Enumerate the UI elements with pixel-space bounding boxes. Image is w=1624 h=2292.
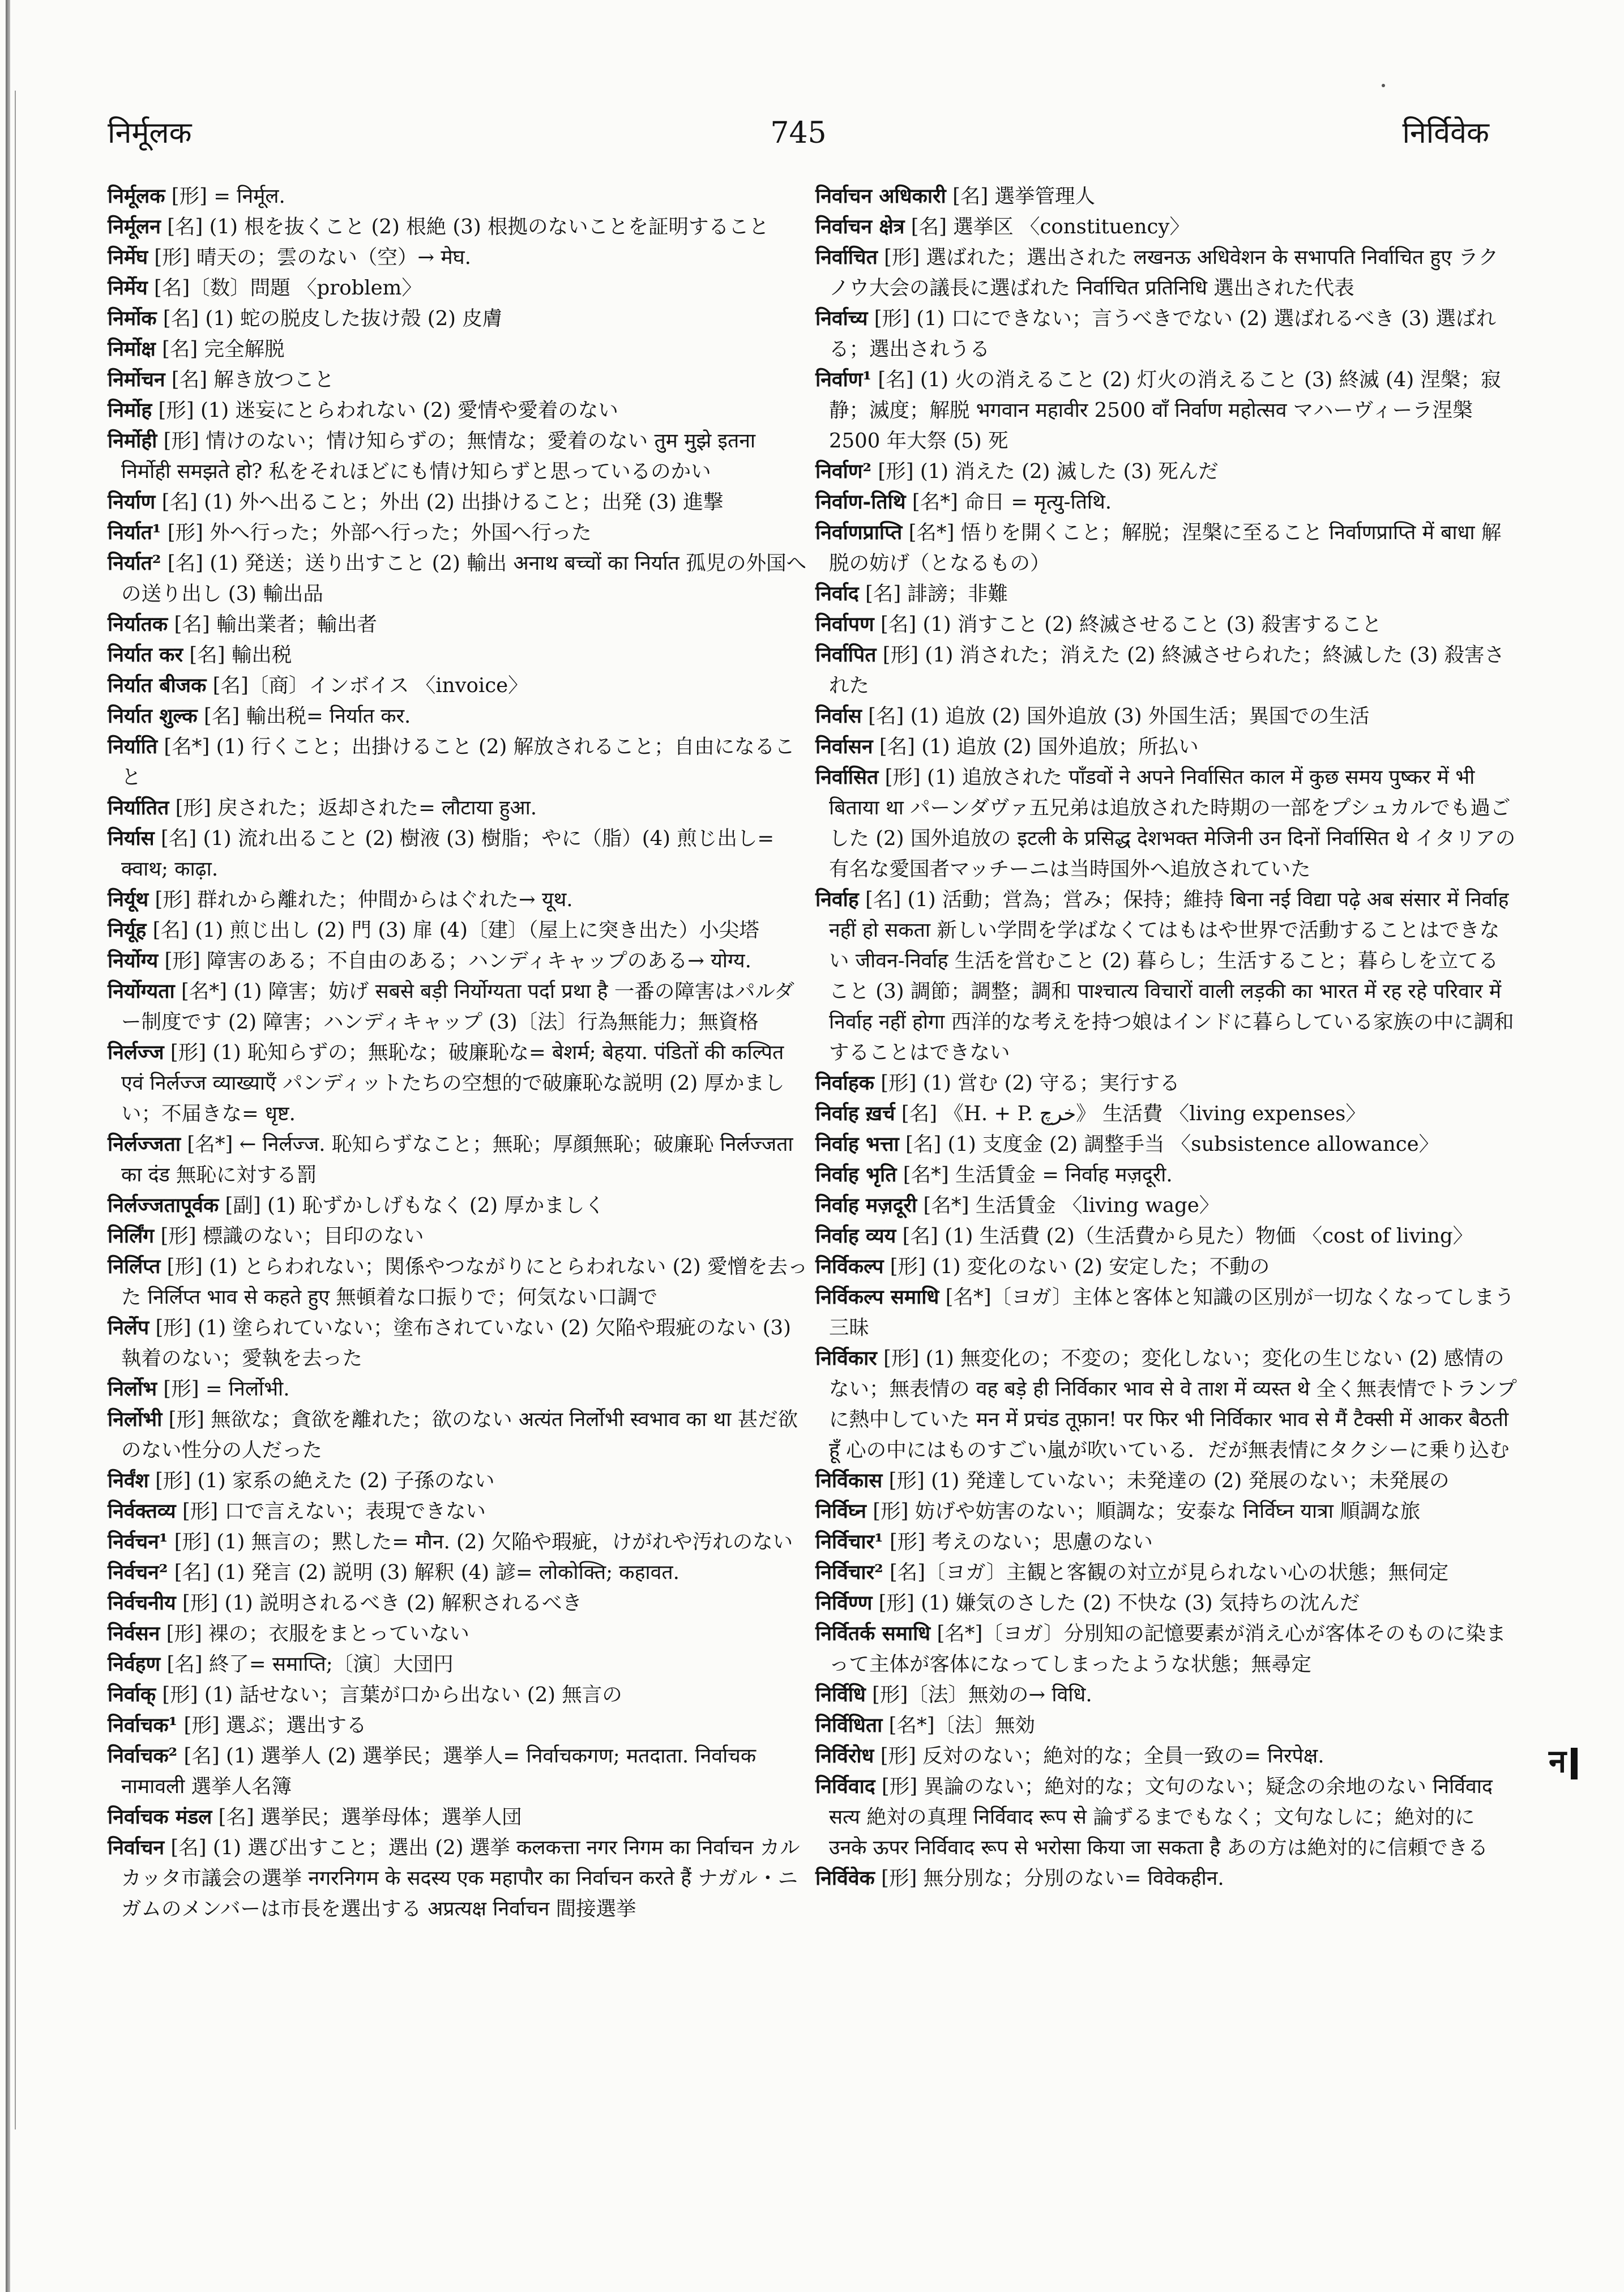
entry-definition: [形] (1) 口にできない；言うべきでない (2) 選ばれるべき (3) 選ばれる；選出されうる <box>829 307 1497 361</box>
dictionary-entry <box>815 456 1518 487</box>
entry-headword: निर्विघ्न <box>815 1500 866 1523</box>
entry-headword: निर्वाचक¹ <box>108 1714 178 1737</box>
entry-headword: निर्लज्जतापूर्वक <box>108 1194 219 1217</box>
entry-definition: [形] 外へ行った；外部へ行った；外国へ行った <box>167 521 592 544</box>
entry-definition: [形] 裸の；衣服をまとっていない <box>166 1622 469 1645</box>
entry-definition: [名] 選挙管理人 <box>952 185 1096 208</box>
entry-headword: निर्मेय <box>108 276 148 300</box>
dictionary-entry <box>108 671 810 701</box>
dictionary-entry <box>108 1190 810 1221</box>
entry-definition: [名] 選挙区 〈constituency〉 <box>911 215 1190 238</box>
entry-definition: [名*]〔ヨガ〕分別知の記憶要素が消え心が客体そのものに染まって主体が客体になってしまったような状態；無尋定 <box>829 1622 1506 1676</box>
entry-headword: निर्वाह <box>815 888 859 911</box>
entry-definition: [形]〔法〕無効の→ विधि. <box>872 1683 1092 1706</box>
entry-headword: निर्विकास <box>815 1469 883 1492</box>
entry-headword: निर्लिंग <box>108 1224 155 1248</box>
entry-definition: [名] (1) 選挙人 (2) 選挙民；選挙人= निर्वाचकगण; मतदाता. निर्वाचक नामावली 選挙人名簿 <box>121 1744 757 1798</box>
entry-headword: निर्यात बीजक <box>108 674 207 697</box>
entry-headword: निर्लिप्त <box>108 1255 161 1278</box>
entry-headword: निर्यातक <box>108 613 168 636</box>
entry-headword: निर्वाण¹ <box>815 368 872 391</box>
entry-headword: निर्वंश <box>108 1469 149 1492</box>
entry-definition: [形] (1) 恥知らずの；無恥な；破廉恥な= बेशर्म; बेहया. पंडितों की कल्पित एवं निर्लज्ज व्याख्याएँ パンディットたちの空想的で破廉恥な説明 (2) 厚かましい；不届きな= धृष्ट. <box>121 1041 785 1125</box>
entry-headword: निर्वचनीय <box>108 1591 176 1615</box>
entry-headword: निर्विधि <box>815 1683 866 1706</box>
dictionary-entry <box>815 1680 1518 1710</box>
dictionary-entry <box>108 548 810 609</box>
binding-shadow-line <box>15 91 16 2129</box>
entry-definition: [形] 戻された；返却された= लौटाया हुआ. <box>175 796 537 820</box>
entry-definition: [形] (1) 消えた (2) 滅した (3) 死んだ <box>878 460 1219 483</box>
entry-definition: [名] 終了= समाप्ति;〔演〕大団円 <box>166 1653 454 1676</box>
dictionary-entry <box>108 1680 810 1710</box>
entry-definition: [形] 障害のある；不自由のある；ハンディキャップのある→ योग्य. <box>164 949 751 972</box>
entry-headword: निर्योग्यता <box>108 980 175 1003</box>
entry-definition: [名*] (1) 行くこと；出掛けること (2) 解放されること；自由になること <box>121 735 795 789</box>
entry-definition: [名] 誹謗；非難 <box>865 582 1008 605</box>
entry-headword: निर्लोभ <box>108 1377 157 1401</box>
entry-headword: निर्विरोध <box>815 1744 874 1768</box>
entry-headword: निर्मूलन <box>108 215 161 238</box>
entry-headword: निर्लेप <box>108 1316 149 1339</box>
dictionary-entry <box>815 242 1518 304</box>
entry-headword: निर्वचन² <box>108 1561 168 1584</box>
dictionary-entry <box>108 1129 810 1190</box>
entry-definition: [名] (1) 蛇の脱皮した抜け殻 (2) 皮膚 <box>163 307 503 330</box>
dictionary-entry <box>108 365 810 395</box>
entry-headword: निर्मोही <box>108 429 157 453</box>
entry-definition: [名] (1) 根を抜くこと (2) 根絶 (3) 根拠のないことを証明すること <box>167 215 769 238</box>
dictionary-entry <box>815 518 1518 579</box>
dictionary-entry <box>815 1619 1518 1680</box>
dictionary-entry <box>815 1496 1518 1527</box>
entry-definition: [形] 反対のない；絶対的な；全員一致の= निरपेक्ष. <box>880 1744 1324 1768</box>
dictionary-entry <box>815 212 1518 242</box>
entry-headword: निर्विकल्प समाधि <box>815 1286 939 1309</box>
entry-definition: [形] 選ぶ；選出する <box>183 1714 367 1737</box>
dictionary-entry <box>815 701 1518 732</box>
dictionary-entry <box>815 1588 1518 1619</box>
entry-definition: [名] (1) 外へ出ること；外出 (2) 出掛けること；出発 (3) 進撃 <box>161 490 724 514</box>
dictionary-entry <box>108 640 810 671</box>
entry-definition: [名] 解き放つこと <box>171 368 335 391</box>
entry-headword: निर्मोक <box>108 307 157 330</box>
dictionary-entry <box>815 1466 1518 1496</box>
dictionary-entry <box>108 609 810 640</box>
entry-headword: निर्लोभी <box>108 1408 163 1431</box>
right-column <box>815 181 1518 1894</box>
left-column <box>108 181 810 1924</box>
entry-headword: निर्वापित <box>815 643 877 667</box>
entry-headword: निर्वाचन <box>108 1836 165 1859</box>
entry-definition: [名] (1) 支度金 (2) 調整手当 〈subsistence allowance〉 <box>905 1133 1439 1156</box>
entry-definition: [形] 無分別な；分別のない= विवेकहीन. <box>881 1867 1224 1890</box>
dictionary-entry <box>108 793 810 823</box>
entry-headword: निर्वासित <box>815 766 879 789</box>
dictionary-entry <box>815 1772 1518 1863</box>
entry-headword: निर्यात² <box>108 552 161 575</box>
entry-headword: निर्मोचन <box>108 368 165 391</box>
entry-headword: निर्विकार <box>815 1347 877 1370</box>
dictionary-entry <box>815 1710 1518 1741</box>
entry-headword: निर्याण <box>108 490 156 514</box>
dictionary-entry <box>815 640 1518 701</box>
entry-headword: निर्यूथ <box>108 888 149 911</box>
dictionary-entry <box>108 1741 810 1802</box>
entry-definition: [名]〔ヨガ〕主観と客観の対立が見られない心の状態；無伺定 <box>889 1561 1449 1584</box>
entry-headword: निर्वाचक² <box>108 1744 178 1768</box>
entry-headword: निर्वक्तव्य <box>108 1500 176 1523</box>
entry-headword: निर्वाचक मंडल <box>108 1806 212 1829</box>
dictionary-entry <box>108 915 810 946</box>
dictionary-entry <box>108 181 810 212</box>
dictionary-entry <box>108 395 810 426</box>
dictionary-entry <box>815 609 1518 640</box>
entry-headword: निर्वहण <box>108 1653 161 1676</box>
entry-definition: [形] (1) 無変化の；不変の；変化しない；変化の生じない (2) 感情のない；無表情の वह बड़े ही निर्विकार भाव से वे ताश में व्यस्त थे 全く無表情でトランプに熱中していた मन में प्रचंड तूफ़ान! पर फिर भी निर्विकार भाव से मैं टैक्सी में आकर बैठती हूँ 心の中にはものすごい嵐が吹いている．だが無表情にタクシーに乗り込む <box>829 1347 1517 1462</box>
entry-definition: [形] 情けのない；情け知らずの；無情な；愛着のない तुम मुझे इतना निर्मोही समझते हो? 私をそれほどにも情け知らずと思っているのかい <box>121 429 756 483</box>
dictionary-entry <box>815 304 1518 365</box>
entry-definition: [名*] 命日 = मृत्यु-तिथि. <box>912 490 1112 514</box>
dictionary-entry <box>108 273 810 304</box>
entry-headword: निर्वाहक <box>815 1072 874 1095</box>
entry-headword: निर्मोह <box>108 399 152 422</box>
entry-headword: निर्वसन <box>108 1622 160 1645</box>
dictionary-entry <box>815 1343 1518 1466</box>
entry-headword: निर्वाह भृति <box>815 1163 897 1186</box>
dictionary-entry <box>108 1313 810 1374</box>
dictionary-entry <box>815 1557 1518 1588</box>
entry-headword: निर्यूह <box>108 919 147 942</box>
entry-headword: निर्वितर्क समाधि <box>815 1622 931 1645</box>
header-last-headword: निर्विवेक <box>1402 116 1489 150</box>
entry-headword: निर्यात शुल्क <box>108 705 198 728</box>
entry-definition: [名] (1) 発言 (2) 説明 (3) 解釈 (4) 諺= लोकोक्ति; कहावत. <box>174 1561 679 1584</box>
dictionary-entry <box>108 1038 810 1129</box>
dictionary-entry <box>108 1405 810 1466</box>
entry-definition: [名] (1) 火の消えること (2) 灯火の消えること (3) 終滅 (4) 涅槃；寂静；滅度；解脱 भगवान महावीर 2500 वाँ निर्वाण महोत्सव マハーヴィーラ涅槃 2500 年大祭 (5) 死 <box>829 368 1501 453</box>
dictionary-entry <box>108 1496 810 1527</box>
entry-headword: निर्विवाद <box>815 1775 875 1798</box>
page-binding-edge <box>6 0 10 2292</box>
entry-definition: [名] 輸出税= निर्यात कर. <box>204 705 411 728</box>
entry-definition: [形] 選ばれた；選出された लखनऊ अधिवेशन के सभापति निर्वाचित हुए ラクノウ大会の議長に選ばれた निर्वाचित प्रतिनिधि 選出された代表 <box>829 246 1499 300</box>
entry-definition: [名*] ← निर्लज्ज. 恥知らずなこと；無恥；厚顔無恥；破廉恥 निर्लज्जता का दंड 無恥に対する罰 <box>121 1133 793 1186</box>
entry-definition: [形] (1) 話せない；言葉が口から出ない (2) 無言の <box>162 1683 622 1706</box>
page-header <box>108 113 1489 153</box>
entry-definition: [形] 群れから離れた；仲間からはぐれた→ यूथ. <box>155 888 573 911</box>
dictionary-entry <box>108 242 810 273</box>
entry-definition: [形] 考えのない；思慮のない <box>889 1530 1153 1553</box>
dictionary-entry <box>108 976 810 1038</box>
entry-headword: निर्विचार² <box>815 1561 883 1584</box>
dictionary-entry <box>108 1466 810 1496</box>
entry-headword: निर्यातित <box>108 796 169 820</box>
entry-headword: निर्वाह व्यय <box>815 1224 896 1248</box>
entry-headword: निर्लज्जता <box>108 1133 181 1156</box>
entry-definition: [形] (1) 家系の絶えた (2) 子孫のない <box>155 1469 495 1492</box>
entry-definition: [名] 輸出業者；輸出者 <box>174 613 377 636</box>
entry-headword: निर्विचार¹ <box>815 1530 883 1553</box>
dictionary-entry <box>108 487 810 518</box>
section-thumb-index <box>1549 1739 1578 1784</box>
dictionary-entry <box>815 1527 1518 1557</box>
entry-definition: [形] (1) 迷妄にとらわれない (2) 愛情や愛着のない <box>158 399 618 422</box>
entry-definition: [形] 口で言えない；表現できない <box>182 1500 486 1523</box>
entry-headword: निर्विकल्प <box>815 1255 884 1278</box>
entry-definition: [形] (1) 無言の；黙した= मौन. (2) 欠陥や瑕疵，けがれや汚れのない <box>174 1530 793 1553</box>
dictionary-entry <box>108 885 810 915</box>
entry-headword: निर्वाह भत्ता <box>815 1133 899 1156</box>
entry-headword: निर्योग्य <box>108 949 159 972</box>
entry-definition: [形] (1) 塗られていない；塗布されていない (2) 欠陥や瑕疵のない (3) 執着のない；愛執を去った <box>121 1316 791 1370</box>
dictionary-entry <box>108 212 810 242</box>
entry-definition: [名] (1) 発送；送り出すこと (2) 輸出 अनाथ बच्चों का निर्यात 孤児の外国への送り出し (3) 輸出品 <box>121 552 807 605</box>
dictionary-entry <box>108 1833 810 1924</box>
dictionary-entry <box>108 732 810 793</box>
dictionary-entry <box>108 1710 810 1741</box>
entry-headword: निर्वाण-तिथि <box>815 490 906 514</box>
dictionary-entry <box>108 1221 810 1252</box>
entry-definition: [形] = निर्मूल. <box>171 185 285 208</box>
entry-headword: निर्वासन <box>815 735 873 758</box>
entry-definition: [形] 異論のない；絶対的な；文句のない；疑念の余地のない निर्विवाद सत्य 絶対の真理 निर्विवाद रूप से 論ずるまでもなく；文句なしに；絶対的に उनके ऊपर निर्विवाद रूप से भरोसा किया जा सकता है あの方は絶対的に信頼できる <box>829 1775 1493 1859</box>
dictionary-entry <box>815 762 1518 885</box>
entry-headword: निर्वाक् <box>108 1683 156 1706</box>
page-number: 745 <box>770 116 827 150</box>
entry-definition: [名*] 生活賃金 〈living wage〉 <box>923 1194 1220 1217</box>
dictionary-entry <box>108 946 810 976</box>
dictionary-entry <box>815 1099 1518 1129</box>
entry-definition: [名] 輸出税 <box>189 643 292 667</box>
entry-definition: [名] (1) 生活費 (2)（生活費から見た）物価 〈cost of living〉 <box>902 1224 1473 1248</box>
entry-headword: निर्मेघ <box>108 246 148 269</box>
entry-headword: निर्मोक्ष <box>108 338 156 361</box>
entry-definition: [名] (1) 煎じ出し (2) 門 (3) 扉 (4)〔建〕（屋上に突き出た）小尖塔 <box>152 919 759 942</box>
dictionary-entry <box>108 1619 810 1649</box>
dictionary-entry <box>815 181 1518 212</box>
entry-definition: [名] 《H. + P. خرچ》 生活費 〈living expenses〉 <box>901 1102 1366 1125</box>
entry-definition: [副] (1) 恥ずかしげもなく (2) 厚かましく <box>225 1194 605 1217</box>
entry-headword: निर्वाचन क्षेत्र <box>815 215 905 238</box>
dictionary-entry <box>815 1741 1518 1772</box>
print-speck <box>1382 84 1385 87</box>
dictionary-entry <box>815 365 1518 456</box>
entry-definition: [形] (1) 発達していない；未発達の (2) 発展のない；未発展の <box>888 1469 1450 1492</box>
entry-definition: [形] 標識のない；目印のない <box>160 1224 424 1248</box>
dictionary-entry <box>815 1160 1518 1190</box>
entry-headword: निर्वाद <box>815 582 859 605</box>
dictionary-entry <box>108 1802 810 1833</box>
thumb-index-bar <box>1571 1748 1578 1779</box>
dictionary-entry <box>815 579 1518 609</box>
dictionary-entry <box>108 1557 810 1588</box>
entry-definition: [形] (1) 説明されるべき (2) 解釈されるべき <box>182 1591 582 1615</box>
dictionary-entry <box>108 1649 810 1680</box>
entry-definition: [名*] 悟りを開くこと；解脱；涅槃に至ること निर्वाणप्राप्ति में बाधा 解脱の妨げ（となるもの） <box>829 521 1502 575</box>
entry-definition: [名*]〔ヨガ〕主体と客体と知識の区別が一切なくなってしまう三昧 <box>829 1286 1515 1339</box>
entry-definition: [形] = निर्लोभी. <box>163 1377 290 1401</box>
dictionary-entry <box>815 885 1518 1068</box>
entry-headword: निर्मूलक <box>108 185 165 208</box>
dictionary-entry <box>108 1252 810 1313</box>
entry-headword: निर्वाह ख़र्च <box>815 1102 895 1125</box>
entry-definition: [名] (1) 追放 (2) 国外追放；所払い <box>879 735 1199 758</box>
entry-definition: [名]〔商〕インボイス 〈invoice〉 <box>212 674 528 697</box>
dictionary-entry <box>108 334 810 365</box>
entry-definition: [名] (1) 追放 (2) 国外追放 (3) 外国生活；異国での生活 <box>868 705 1370 728</box>
dictionary-entry <box>108 701 810 732</box>
entry-headword: निर्यास <box>108 827 155 850</box>
entry-headword: निर्वाह मज़दूरी <box>815 1194 917 1217</box>
dictionary-entry <box>108 518 810 548</box>
entry-headword: निर्वाचित <box>815 246 878 269</box>
entry-definition: [形] (1) 変化のない (2) 安定した；不動の <box>890 1255 1270 1278</box>
entry-definition: [名] 完全解脱 <box>162 338 285 361</box>
entry-headword: निर्वचन¹ <box>108 1530 168 1553</box>
entry-definition: [形] 晴天の；雲のない（空）→ मेघ. <box>154 246 471 269</box>
entry-definition: [名*] (1) 障害；妨げ सबसे बड़ी निर्योग्यता पर्दा प्रथा है 一番の障害はパルダー制度です (2) 障害；ハンディキャップ (3)〔法〕行為無能力；無資格 <box>121 980 794 1034</box>
section-letter: न <box>1549 1743 1567 1780</box>
dictionary-entry <box>108 1374 810 1405</box>
entry-headword: निर्लज्ज <box>108 1041 164 1064</box>
dictionary-entry <box>815 1190 1518 1221</box>
entry-definition: [名] (1) 活動；営為；営み；保持；維持 बिना नई विद्या पढ़े अब संसार में निर्वाह नहीं हो सकता 新しい学問を学ばなくてはもはや世界で活動することはできない जीवन-निर्वाह 生活を営むこと (2) 暮らし；生活すること；暮らしを立てること (3) 調節；調整；調和 पाश्चात्य विचारों वाली लड़की का भारत में रह रहे परिवार में निर्वाह नहीं होगा 西洋的な考えを持つ娘はインドに暮らしている家族の中に調和することはできない <box>829 888 1514 1064</box>
header-first-headword: निर्मूलक <box>108 116 192 150</box>
entry-definition: [名*] 生活賃金 = निर्वाह मज़दूरी. <box>903 1163 1173 1186</box>
entry-headword: निर्वापण <box>815 613 874 636</box>
entry-definition: [形] (1) 追放された पाँडवों ने अपने निर्वासित काल में कुछ समय पुष्कर में भी बिताया था パーンダヴァ五兄弟は追放された時期の一部をプシュカルでも過ごした (2) 国外追放の इटली के प्रसिद्ध देशभक्त मेजिनी उन दिनों निर्वासित थे イタリアの有名な愛国者マッチーニは当時国外へ追放されていた <box>829 766 1516 881</box>
entry-headword: निर्वाण² <box>815 460 872 483</box>
entry-headword: निर्वाचन अधिकारी <box>815 185 946 208</box>
dictionary-entry <box>815 1252 1518 1282</box>
entry-headword: निर्विधिता <box>815 1714 883 1737</box>
entry-headword: निर्विण्ण <box>815 1591 873 1615</box>
entry-definition: [形] 妨げや妨害のない；順調な；安泰な निर्विघ्न यात्रा 順調な旅 <box>873 1500 1421 1523</box>
dictionary-entry <box>108 1588 810 1619</box>
dictionary-entry <box>108 304 810 334</box>
entry-headword: निर्यात¹ <box>108 521 161 544</box>
entry-definition: [名]〔数〕問題 〈problem〉 <box>154 276 422 300</box>
dictionary-entry <box>815 1863 1518 1894</box>
entry-headword: निर्विवेक <box>815 1867 875 1890</box>
entry-definition: [名] 選挙民；選挙母体；選挙人団 <box>218 1806 522 1829</box>
entry-definition: [形] (1) 消された；消えた (2) 終滅させられた；終滅した (3) 殺害された <box>829 643 1505 697</box>
entry-headword: निर्यात कर <box>108 643 183 667</box>
entry-definition: [名] (1) 消すこと (2) 終滅させること (3) 殺害すること <box>880 613 1382 636</box>
entry-headword: निर्वाणप्राप्ति <box>815 521 903 544</box>
dictionary-entry <box>108 823 810 885</box>
entry-definition: [名] (1) 流れ出ること (2) 樹液 (3) 樹脂；やに（脂）(4) 煎じ出し= क्वाथ; काढ़ा. <box>121 827 775 881</box>
dictionary-entry <box>815 487 1518 518</box>
dictionary-entry <box>815 732 1518 762</box>
entry-definition: [名*]〔法〕無効 <box>888 1714 1036 1737</box>
entry-definition: [名] (1) 選び出すこと；選出 (2) 選挙 कलकत्ता नगर निगम का निर्वाचन カルカッタ市議会の選挙 नगरनिगम के सदस्य एक महापौर का निर्वाचन करते हैं ナガル・ニガムのメンバーは市長を選出する अप्रत्यक्ष निर्वाचन 間接選挙 <box>121 1836 800 1920</box>
entry-definition: [形] (1) 営む (2) 守る；実行する <box>881 1072 1180 1095</box>
dictionary-entry <box>815 1068 1518 1099</box>
dictionary-entry <box>815 1221 1518 1252</box>
entry-definition: [形] (1) とらわれない；関係やつながりにとらわれない (2) 愛憎を去った निर्लिप्त भाव से कहते हुए 無頓着な口振りで；何気ない口調で <box>121 1255 808 1309</box>
dictionary-entry <box>815 1282 1518 1343</box>
entry-headword: निर्वाच्य <box>815 307 868 330</box>
entry-definition: [形] 無欲な；貪欲を離れた；欲のない अत्यंत निर्लोभी स्वभाव का था 甚だ欲のない性分の人だった <box>121 1408 798 1462</box>
dictionary-entry <box>815 1129 1518 1160</box>
entry-headword: निर्याति <box>108 735 158 758</box>
entry-headword: निर्वास <box>815 705 862 728</box>
dictionary-entry <box>108 1527 810 1557</box>
dictionary-entry <box>108 426 810 487</box>
entry-definition: [形] (1) 嫌気のさした (2) 不快な (3) 気持ちの沈んだ <box>878 1591 1360 1615</box>
